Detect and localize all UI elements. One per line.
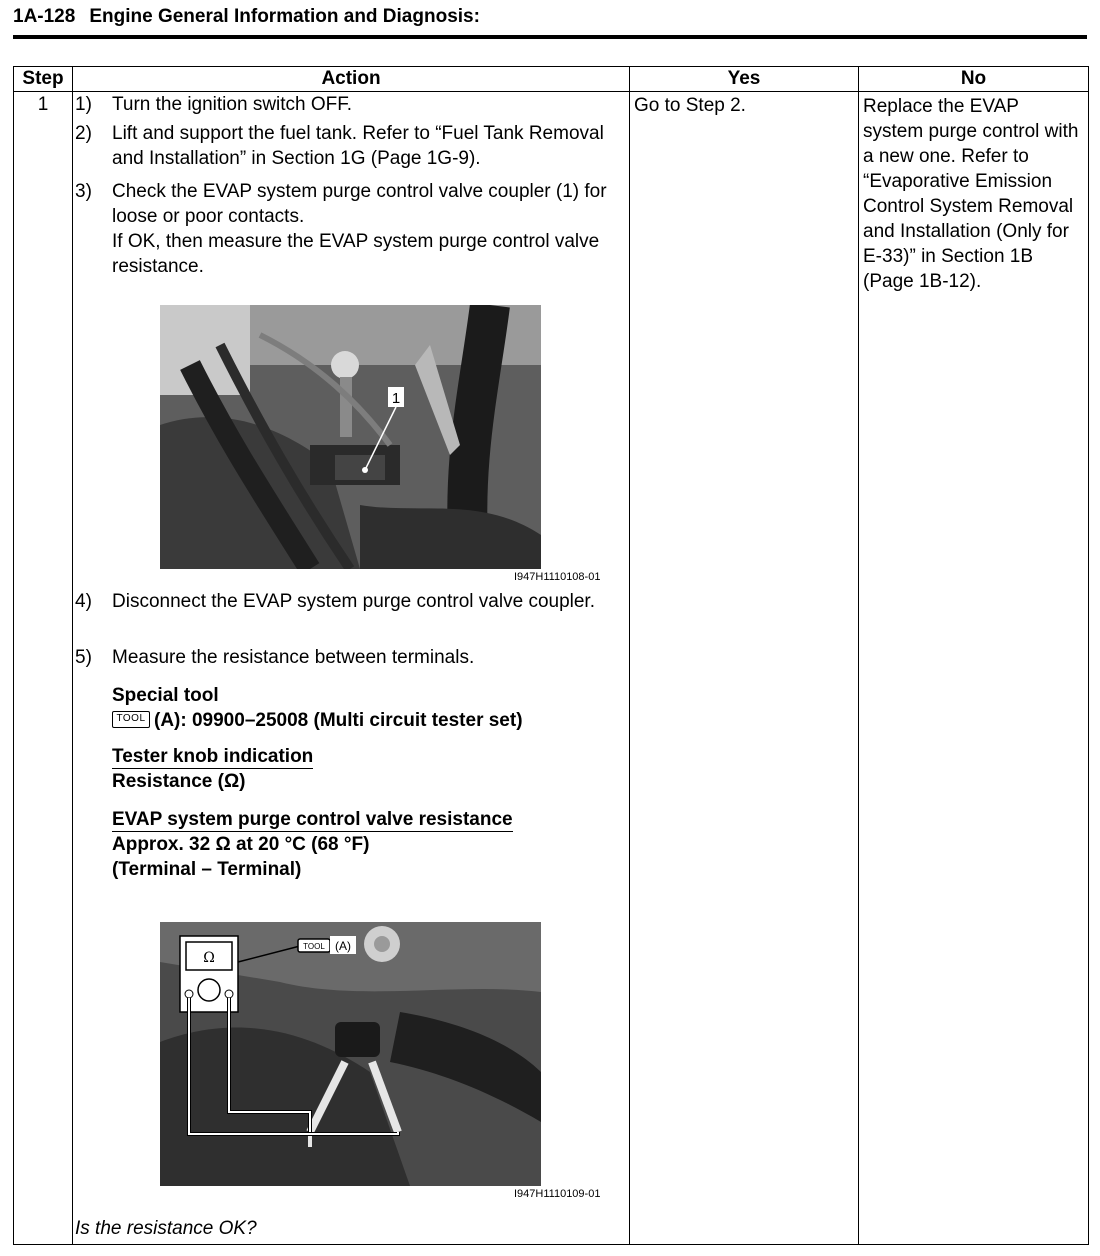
item-text: Turn the ignition switch OFF. [112,94,353,115]
resistance-spec-terminals: (Terminal – Terminal) [112,859,302,880]
action-item-3 [75,179,625,279]
item-text: Lift and support the fuel tank. Refer to “Fuel Tank Removal and Installation” in Section 1G (Page 1G-9). [112,123,604,169]
no-cell: Replace the EVAP system purge control with a new one. Refer to “Evaporative Emission Control System Removal and Installation (Only for E-33)” in Section 1B (Page 1B-12). [859,92,1089,1245]
figure2-caption: I947H1110109-01 [514,1188,601,1200]
item-number: 5) [75,647,92,668]
tool-icon: TOOL [112,711,150,728]
action-item-5 [75,645,625,670]
figure2-tool-icon: TOOL [303,942,325,951]
item-number: 2) [75,123,92,144]
header-step: Step [14,67,73,92]
action-cell [73,92,630,1245]
action-item-2 [75,121,625,171]
yes-cell: Go to Step 2. [630,92,859,1245]
meter-symbol: Ω [203,950,215,966]
item-number: 1) [75,94,92,115]
special-tool-heading: Special tool [112,685,219,706]
item-number: 3) [75,181,92,202]
resistance-spec-heading: EVAP system purge control valve resistance [112,809,513,830]
item-number: 4) [75,591,92,612]
tester-knob-heading: Tester knob indication [112,746,314,767]
item-text: Disconnect the EVAP system purge control valve coupler. [112,591,595,612]
special-tool-block [112,683,625,733]
page-title: Engine General Information and Diagnosis: [89,6,480,27]
resistance-spec-value: Approx. 32 Ω at 20 °C (68 °F) [112,834,370,855]
step-number: 1 [14,92,73,1245]
diagnosis-table [13,66,1089,1245]
table-row [14,92,1089,1245]
page-number: 1A-128 [13,6,76,27]
header-action: Action [73,67,630,92]
callout-1: 1 [391,390,401,407]
tester-knob-block [112,744,625,794]
figure1-caption: I947H1110108-01 [514,571,601,583]
resistance-spec-block [112,807,625,882]
special-tool-text: (A): 09900–25008 (Multi circuit tester set) [154,710,523,731]
item-text: Measure the resistance between terminals. [112,647,475,668]
action-item-1 [75,92,625,117]
question-text: Is the resistance OK? [75,1218,257,1239]
special-tool-line [112,708,625,733]
coupler-photo [160,305,541,569]
action-item-4 [75,589,625,614]
header-no: No [859,67,1089,92]
item-text-continued: If OK, then measure the EVAP system purge control valve resistance. [112,231,600,277]
tester-photo [160,922,541,1186]
header-rule [13,35,1087,39]
page-header [13,6,1087,34]
item-text: Check the EVAP system purge control valve coupler (1) for loose or poor contacts. [112,181,607,227]
header-yes: Yes [630,67,859,92]
table-header-row [14,67,1089,92]
figure2-tool-label: (A) [335,939,351,953]
tester-knob-value: Resistance (Ω) [112,771,246,792]
